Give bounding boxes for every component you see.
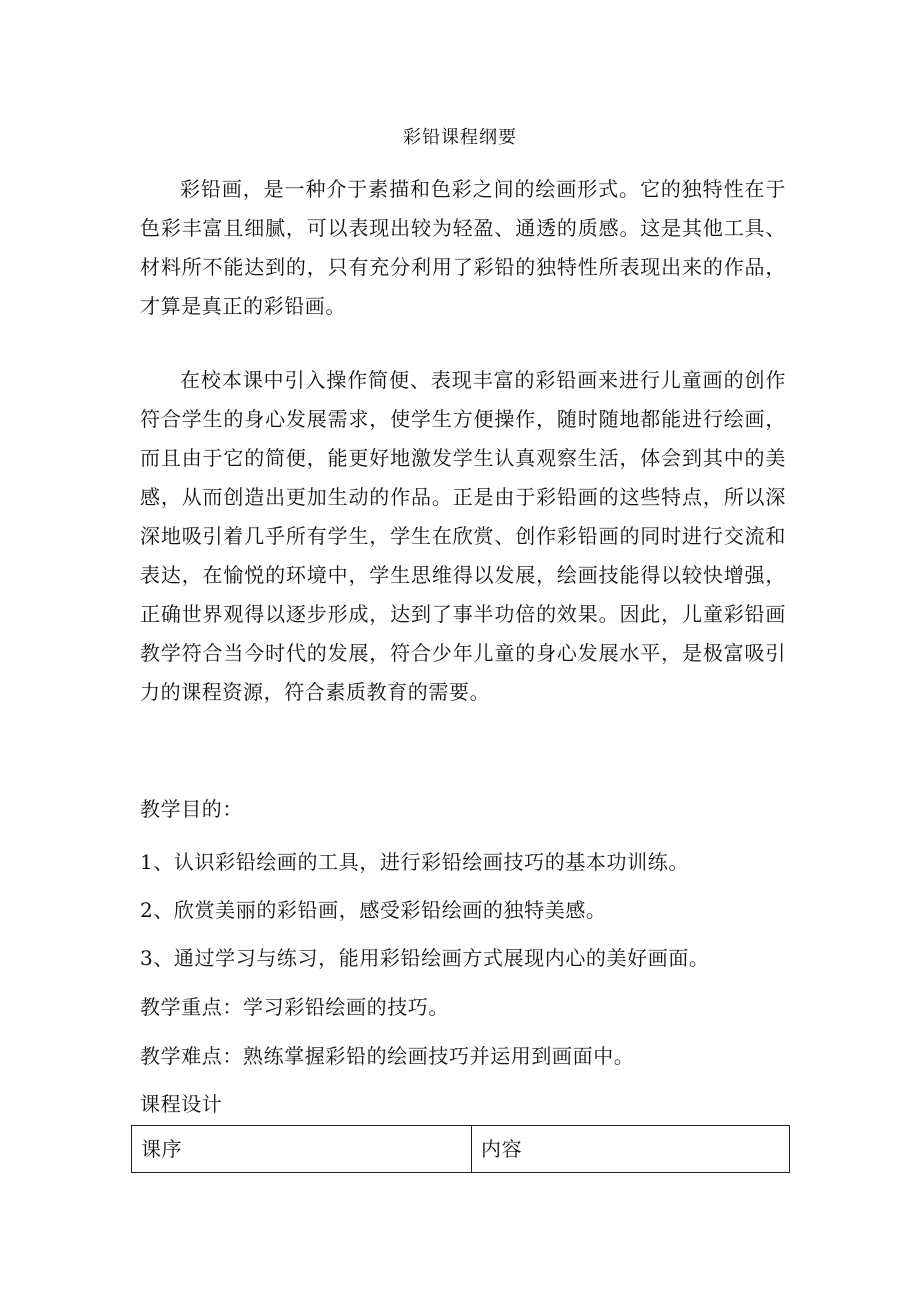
design-heading: 课程设计: [140, 1092, 223, 1116]
table-header-row: [132, 1126, 790, 1173]
objective-item-1: 1、认识彩铅绘画的工具，进行彩铅绘画技巧的基本功训练。: [140, 850, 689, 874]
table-header-content: 内容: [472, 1126, 790, 1173]
document-title: 彩铅课程纲要: [403, 127, 517, 148]
objectives-heading: 教学目的：: [140, 797, 243, 821]
intro-paragraph: 彩铅画，是一种介于素描和色彩之间的绘画形式。它的独特性在于色彩丰富且细腻，可以表现出较为轻盈、通透的质感。这是其他工具、材料所不能达到的，只有充分利用了彩铅的独特性所表现出来的作品，才算是真正的彩铅画。: [140, 177, 786, 318]
table-header-lesson-order: 课序: [132, 1126, 472, 1173]
objective-item-3: 3、通过学习与练习，能用彩铅绘画方式展现内心的美好画面。: [140, 946, 710, 970]
rationale-paragraph: 在校本课中引入操作简便、表现丰富的彩铅画来进行儿童画的创作符合学生的身心发展需求，使学生方便操作，随时随地都能进行绘画，而且由于它的简便，能更好地激发学生认真观察生活，体会到其中的美感，从而创造出更加生动的作品。正是由于彩铅画的这些特点，所以深深地吸引着几乎所有学生，学生在欣赏、创作彩铅画的同时进行交流和表达，在愉悦的环境中，学生思维得以发展，绘画技能得以较快增强，正确世界观得以逐步形成，达到了事半功倍的效果。因此，儿童彩铅画教学符合当今时代的发展，符合少年儿童的身心发展水平，是极富吸引力的课程资源，符合素质教育的需要。: [140, 368, 786, 704]
course-design-table: [131, 1125, 790, 1173]
objective-item-2: 2、欣赏美丽的彩铅画，感受彩铅绘画的独特美感。: [140, 898, 607, 922]
key-point-line: 教学重点：学习彩铅绘画的技巧。: [140, 995, 449, 1019]
difficult-point-line: 教学难点：熟练掌握彩铅的绘画技巧并运用到画面中。: [140, 1044, 635, 1068]
